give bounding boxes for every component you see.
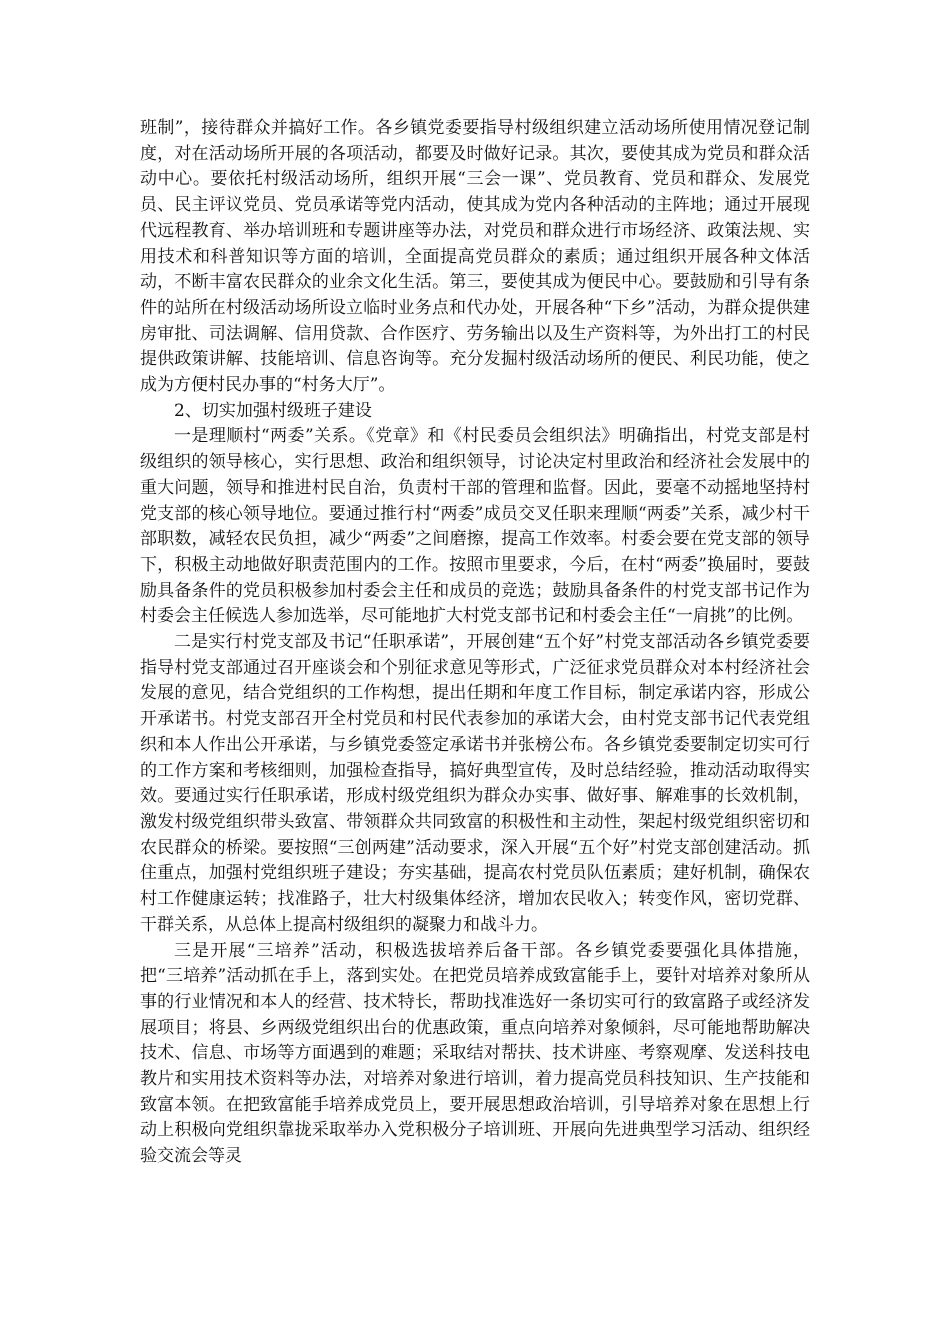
section-heading: 2、切实加强村级班子建设 <box>174 400 372 421</box>
paragraph-commitment: 二是实行村党支部及书记“任职承诺”，开展创建“五个好”村党支部活动各乡镇党委要指导村党支部通过召开座谈会和个别征求意见等形式，广泛征求党员群众对本村经济社会发展的意见，结合党组织的工作构想，提出任期和年度工作目标，制定承诺内容，形成公开承诺书。村党支部召开全村党员和村民代表参加的承诺大会，由村党支部书记代表党组织和本人作出公开承诺，与乡镇党委签定承诺书并张榜公布。各乡镇党委要制定切实可行的工作方案和考核细则，加强检查指导，搞好典型宣传，及时总结经验，推动活动取得实效。要通过实行任职承诺，形成村级党组织为群众办实事、做好事、解难事的长效机制，激发村级党组织带头致富、带领群众共同致富的积极性和主动性，架起村级党组织密切和农民群众的桥梁。要按照“三创两建”活动要求，深入开展“五个好”村党支部创建活动。抓住重点，加强村党组织班子建设；夯实基础，提高农村党员队伍素质；建好机制，确保农村工作健康运转；找准路子，壮大村级集体经济，增加农民收入；转变作风，密切党群、干群关系，从总体上提高村级组织的凝聚力和战斗力。 <box>140 632 810 935</box>
paragraph-continuation: 班制”，接待群众并搞好工作。各乡镇党委要指导村级组织建立活动场所使用情况登记制度，对在活动场所开展的各项活动，都要及时做好记录。其次，要使其成为党员和群众活动中心。要依托村级活动场所，组织开展“三会一课”、党员教育、党员和群众、发展党员、民主评议党员、党员承诺等党内活动，使其成为党内各种活动的主阵地；通过开展现代远程教育、举办培训班和专题讲座等办法，对党员和群众进行市场经济、政策法规、实用技术和科普知识等方面的培训，全面提高党员群众的素质；通过组织开展各种文体活动，不断丰富农民群众的业余文化生活。第三，要使其成为便民中心。要鼓励和引导有条件的站所在村级活动场所设立临时业务点和代办处，开展各种“下乡”活动，为群众提供建房审批、司法调解、信用贷款、合作医疗、劳务输出以及生产资料等，为外出打工的村民提供政策讲解、技能培训、信息咨询等。充分发掘村级活动场所的便民、利民功能，使之成为方便村民办事的“村务大厅”。 <box>140 118 810 396</box>
document-body <box>140 116 810 1170</box>
paragraph-three-cultivations: 三是开展“三培养”活动，积极选拔培养后备干部。各乡镇党委要强化具体措施，把“三培养”活动抓在手上，落到实处。在把党员培养成致富能手上，要针对培养对象所从事的行业情况和本人的经营、技术特长，帮助找准选好一条切实可行的致富路子或经济发展项目；将县、乡两级党组织出台的优惠政策，重点向培养对象倾斜，尽可能地帮助解决技术、信息、市场等方面遇到的难题；采取结对帮扶、技术讲座、考察观摩、发送科技电教片和实用技术资料等办法，对培养对象进行培训，着力提高党员科技知识、生产技能和致富本领。在把致富能手培养成党员上，要开展思想政治培训，引导培养对象在思想上行动上积极向党组织靠拢采取举办入党积极分子培训班、开展向先进典型学习活动、组织经验交流会等灵 <box>140 940 810 1167</box>
paragraph-two-committees: 一是理顺村“两委”关系。《党章》和《村民委员会组织法》明确指出，村党支部是村级组织的领导核心，实行思想、政治和组织领导，讨论决定村里政治和经济社会发展中的重大问题，领导和推进村民自治，负责村干部的管理和监督。因此，要毫不动摇地坚持村党支部的核心领导地位。要通过推行村“两委”成员交叉任职来理顺“两委”关系，减少村干部职数，减轻农民负担，减少“两委”之间磨擦，提高工作效率。村委会要在党支部的领导下，积极主动地做好职责范围内的工作。按照市里要求，今后，在村“两委”换届时，要鼓励具备条件的党员积极参加村委会主任和成员的竞选；鼓励具备条件的村党支部书记作为村委会主任候选人参加选举，尽可能地扩大村党支部书记和村委会主任“一肩挑”的比例。 <box>140 426 810 627</box>
